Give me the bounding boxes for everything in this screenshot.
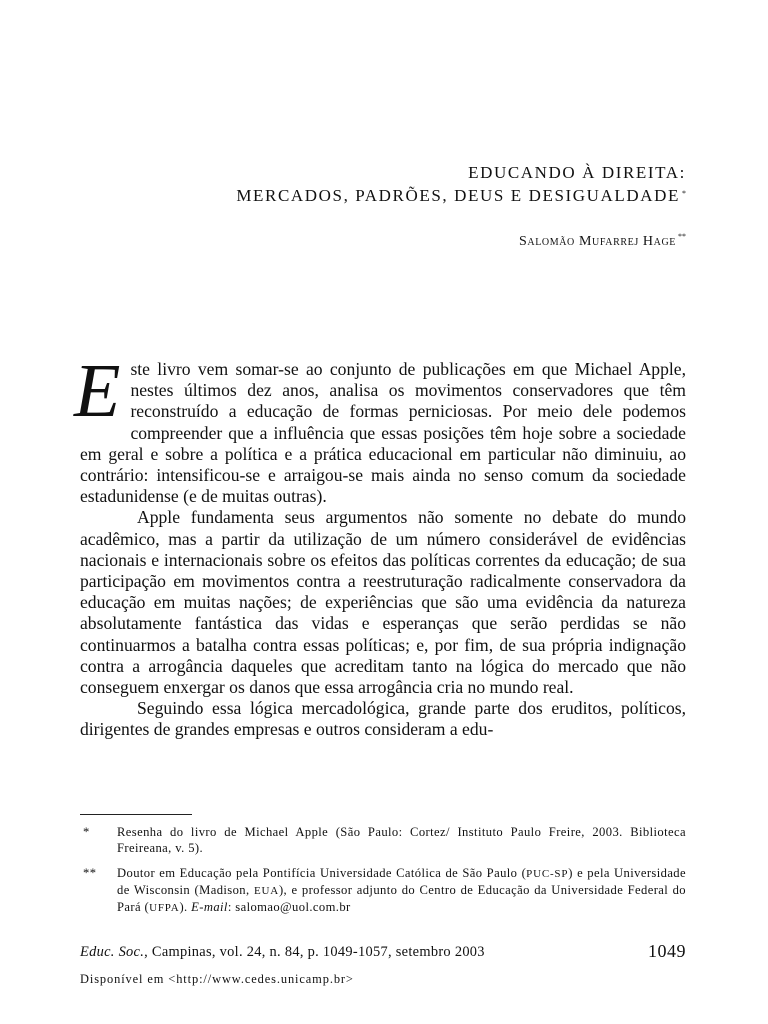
- page-footer: [80, 941, 686, 987]
- title-line-1: EDUCANDO À DIREITA:: [468, 163, 686, 182]
- footnote-divider: [80, 814, 192, 815]
- title-line-2: [80, 184, 686, 207]
- page-number: 1049: [648, 941, 686, 961]
- footnote-1-mark: *: [83, 825, 90, 839]
- author-name: Salomão Mufarrej Hage: [519, 234, 676, 249]
- footnote-2-email-label: E-mail: [191, 900, 228, 914]
- journal-abbreviation: Educ. Soc.: [80, 944, 145, 960]
- paragraph-2: Apple fundamenta seus argumentos não somente no debate do mundo acadêmico, mas a partir da utilização de um número considerável de evidências nacionais e internacionais sobre os efeitos das políticas correntes da educação; de sua participação em movimentos contra a reestruturação radicalmente conservadora da educação em muitas nações; de experiências que são uma evidência da natureza absolutamente fantástica das vidas e esperanças que serão perdidas se não continuarmos a batalha contra essas políticas; e, por fim, de sua própria indignação contra a arrogância daqueles que acreditam tanto na lógica do mercado que não conseguem enxergar os danos que essa arrogância cria no mundo real.: [80, 507, 686, 698]
- footnote-2-text-d: ).: [179, 900, 192, 914]
- journal-citation: [80, 941, 686, 964]
- footnote-2-text-a: Doutor em Educação pela Pontifícia Universidade Católica de São Paulo (: [117, 866, 527, 880]
- article-title: [80, 161, 686, 207]
- footnote-2-mark: **: [83, 866, 97, 880]
- footnote-2-text-c: ), e professor adjunto do Centro de Educação da Universidade Federal do Pará (: [117, 883, 686, 914]
- footnote-1-text: Resenha do livro de Michael Apple (São Paulo: Cortez/ Instituto Paulo Freire, 2003. Biblioteca Freireana, v. 5).: [117, 825, 686, 855]
- article-body: [74, 349, 686, 741]
- title-footnote-mark: *: [682, 189, 686, 198]
- title-line-2-text: MERCADOS, PADRÕES, DEUS E DESIGUALDADE: [236, 186, 680, 205]
- footnote-2: [80, 865, 686, 916]
- footnotes: [80, 824, 686, 925]
- paragraph-3: Seguindo essa lógica mercadológica, grande parte dos eruditos, políticos, dirigentes de grandes empresas e outros consideram a edu-: [80, 698, 686, 740]
- footnote-2-abbr-eua: EUA: [253, 885, 279, 897]
- footnote-2-abbr-ufpa: UFPA: [149, 902, 180, 914]
- footnote-1: [80, 824, 686, 856]
- availability-link[interactable]: Disponível em <http://www.cedes.unicamp.br>: [80, 972, 354, 986]
- author-byline: [80, 234, 686, 250]
- drop-cap: E: [74, 349, 121, 433]
- footnote-2-email[interactable]: : salomao@uol.com.br: [227, 900, 351, 914]
- footnote-2-text-b: ) e pela Universidade de Wisconsin (Madison,: [117, 866, 686, 897]
- citation-details: , Campinas, vol. 24, n. 84, p. 1049-1057, setembro 2003: [144, 944, 485, 960]
- footnote-2-abbr-puc: PUC-SP: [526, 868, 569, 880]
- paragraph-1-text: ste livro vem somar-se ao conjunto de publicações em que Michael Apple, nestes últimos dez anos, analisa os movimentos conservadores que têm reconstruído a educação de formas perniciosas. Por meio dele podemos compreender que a influência que essas posições têm hoje sobre a sociedade em geral e sobre a política e a prática educacional em particular não diminuiu, ao contrário: intensificou-se e arraigou-se mais ainda no senso comum da sociedade estadunidense (e de muitas outras).: [80, 359, 686, 507]
- author-footnote-mark: **: [678, 232, 686, 241]
- paragraph-1: [74, 349, 686, 507]
